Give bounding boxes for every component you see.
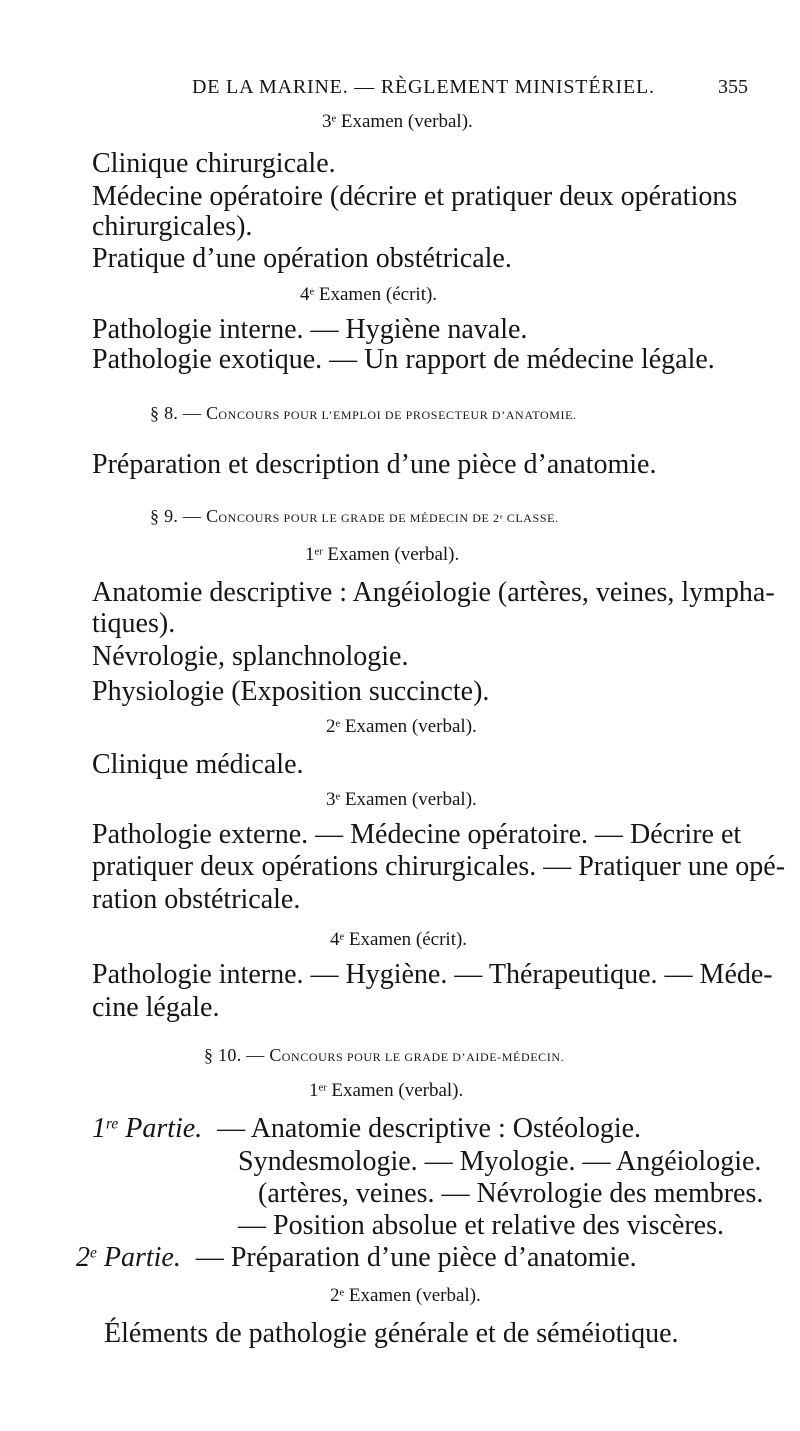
text-line: Pathologie interne. — Hygiène. — Thérapeutique. — Méde- [92, 959, 773, 990]
text-line: — Position absolue et relative des viscères. [238, 1210, 724, 1241]
exam-heading: 1er Examen (verbal). [305, 544, 460, 565]
text-line: Physiologie (Exposition succincte). [92, 676, 490, 707]
text-line: Pathologie exotique. — Un rapport de médecine légale. [92, 344, 715, 375]
text-line: Clinique chirurgicale. [92, 148, 336, 179]
part-text: — Anatomie descriptive : Ostéologie. [217, 1113, 642, 1144]
text-line: Pratique d’une opération obstétricale. [92, 243, 512, 274]
text-line: Névrologie, splanchnologie. [92, 641, 409, 672]
text-line: Pathologie interne. — Hygiène navale. [92, 314, 528, 345]
section-heading: § 10. — CONCOURS POUR LE GRADE D’AIDE-MÉDECIN. [204, 1045, 565, 1065]
text-line: Anatomie descriptive : Angéiologie (artères, veines, lympha- [92, 577, 775, 608]
text-line: pratiquer deux opérations chirurgicales. — Pratiquer une opé- [92, 851, 786, 882]
exam-heading: 3e Examen (verbal). [322, 111, 473, 132]
text-line: Syndesmologie. — Myologie. — Angéiologie. [238, 1146, 762, 1177]
text-line: Préparation et description d’une pièce d’anatomie. [92, 449, 657, 480]
section-heading: § 8. — CONCOURS POUR L’EMPLOI DE PROSECTEUR D’ANATOMIE. [150, 403, 577, 423]
part-text: — Préparation d’une pièce d’anatomie. [195, 1242, 637, 1273]
exam-heading: 4e Examen (écrit). [330, 929, 468, 950]
text-line: Éléments de pathologie générale et de séméiotique. [104, 1318, 679, 1349]
text-line: chirurgicales). [92, 211, 253, 242]
text-line: (artères, veines. — Névrologie des membres. [258, 1178, 764, 1209]
part-line [76, 1244, 637, 1272]
exam-heading: 1er Examen (verbal). [309, 1080, 464, 1101]
exam-heading: 2e Examen (verbal). [330, 1285, 481, 1306]
text-line: Pathologie externe. — Médecine opératoire. — Décrire et [92, 819, 742, 850]
part-label: 1re Partie. [92, 1113, 203, 1144]
text-line: ration obstétricale. [92, 884, 301, 915]
section-heading: § 9. — CONCOURS POUR LE GRADE DE MÉDECIN DE 2e CLASSE. [150, 506, 559, 526]
text-line: Médecine opératoire (décrire et pratiquer deux opérations [92, 181, 738, 212]
text-line: tiques). [92, 608, 176, 639]
exam-heading: 3e Examen (verbal). [326, 789, 477, 810]
text-line: cine légale. [92, 992, 220, 1023]
part-line [92, 1115, 641, 1143]
page-number: 355 [718, 76, 748, 98]
exam-heading: 2e Examen (verbal). [326, 716, 477, 737]
text-line: Clinique médicale. [92, 749, 304, 780]
running-title: DE LA MARINE. — RÈGLEMENT MINISTÉRIEL. [192, 76, 655, 98]
exam-heading: 4e Examen (écrit). [300, 284, 438, 305]
part-label: 2e Partie. [76, 1242, 181, 1273]
